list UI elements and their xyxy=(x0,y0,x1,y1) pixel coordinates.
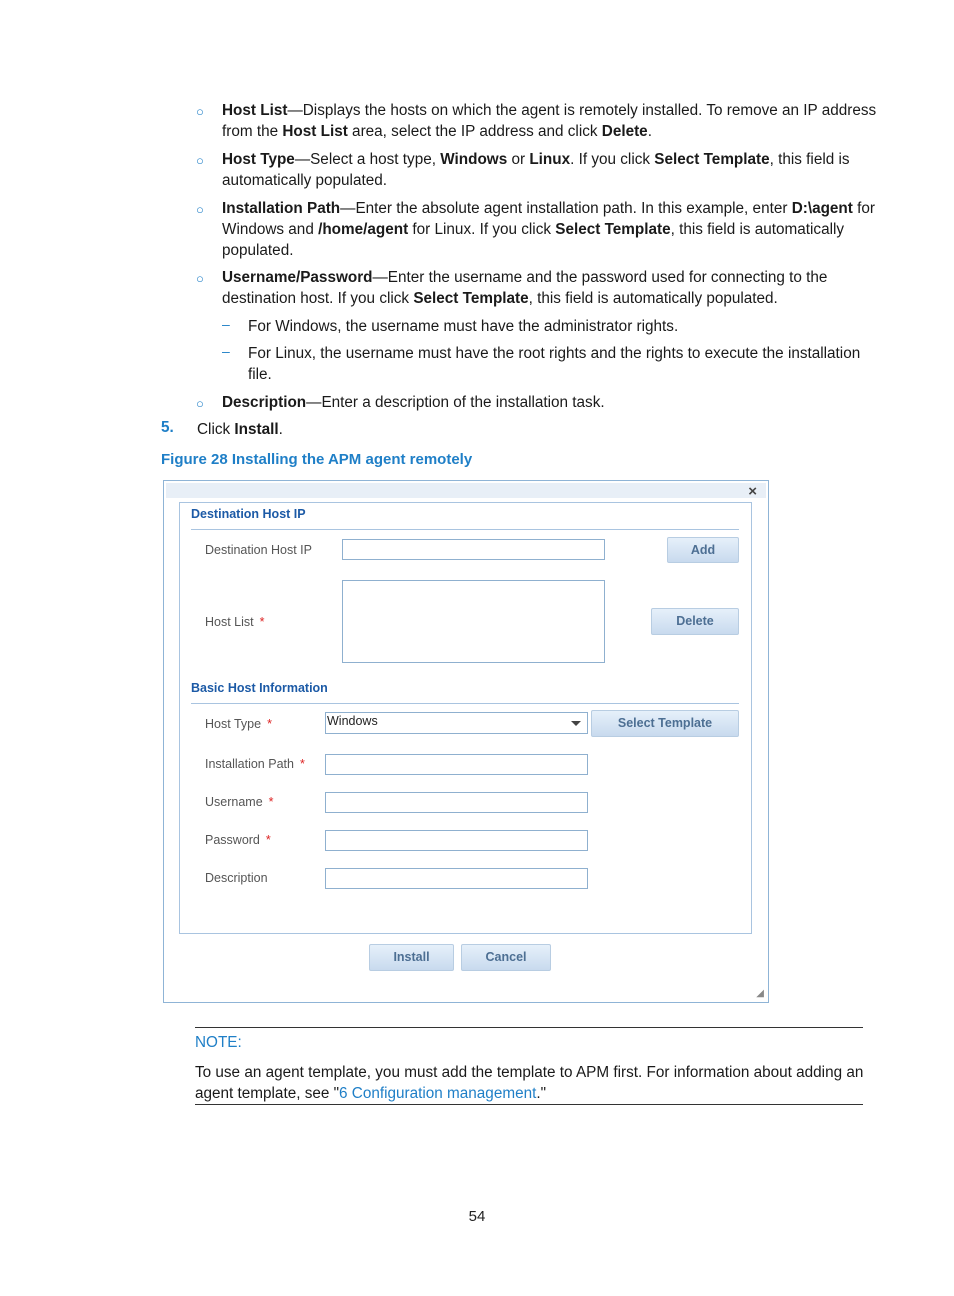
section-title-basic: Basic Host Information xyxy=(191,681,328,695)
description-input[interactable] xyxy=(325,868,588,889)
host-type-label: Host Type * xyxy=(205,717,272,731)
section-divider xyxy=(191,703,739,704)
installation-path-input[interactable] xyxy=(325,754,588,775)
install-agent-dialog xyxy=(163,480,769,1003)
bullet-host-list: Host List—Displays the hosts on which the agent is remotely installed. To remove an IP address from the Host List area, select the IP address and click Delete. xyxy=(222,102,877,140)
configuration-management-link[interactable]: 6 Configuration management xyxy=(339,1085,537,1102)
password-label: Password * xyxy=(205,833,271,847)
step-number: 5. xyxy=(161,419,174,436)
host-list-label: Host List * xyxy=(205,615,265,629)
sub-bullet-windows: For Windows, the username must have the administrator rights. xyxy=(248,318,679,335)
bullet-circle-icon: ○ xyxy=(196,271,204,286)
bullet-host-type: Host Type—Select a host type, Windows or Linux. If you click Select Template, this field is automatically populated. xyxy=(222,151,850,189)
step-text: Click Install. xyxy=(197,421,283,438)
resize-handle-icon[interactable]: ◢ xyxy=(756,988,764,999)
section-divider xyxy=(191,529,739,530)
bullet-installation-path: Installation Path—Enter the absolute agent installation path. In this example, enter D:\agent for Windows and /home/agent for Linux. If you click Select Template, this field is automatically populated. xyxy=(222,200,875,259)
sub-bullet-linux: For Linux, the username must have the root rights and the rights to execute the installation file. xyxy=(248,345,861,383)
bullet-description: Description—Enter a description of the installation task. xyxy=(222,394,605,411)
note-bottom-rule xyxy=(195,1104,863,1105)
close-icon[interactable]: × xyxy=(748,483,757,500)
add-button[interactable]: Add xyxy=(667,537,739,563)
destination-host-ip-input[interactable] xyxy=(342,539,605,560)
form-panel xyxy=(179,502,752,934)
figure-caption: Figure 28 Installing the APM agent remotely xyxy=(161,451,473,468)
page-number: 54 xyxy=(468,1208,486,1225)
host-list-box[interactable] xyxy=(342,580,605,663)
username-label: Username * xyxy=(205,795,274,809)
bullet-circle-icon: ○ xyxy=(196,104,204,119)
delete-button[interactable]: Delete xyxy=(651,608,739,635)
note-top-rule xyxy=(195,1027,863,1028)
password-input[interactable] xyxy=(325,830,588,851)
bullet-circle-icon: ○ xyxy=(196,153,204,168)
section-title-destination: Destination Host IP xyxy=(191,507,306,521)
host-type-select[interactable] xyxy=(325,712,588,734)
bullet-circle-icon: ○ xyxy=(196,202,204,217)
bullet-circle-icon: ○ xyxy=(196,396,204,411)
bullet-dash-icon: – xyxy=(222,316,230,332)
install-button[interactable]: Install xyxy=(369,944,454,971)
note-title: NOTE: xyxy=(195,1034,242,1051)
bullet-username-password: Username/Password—Enter the username and the password used for connecting to the destination host. If you click Select Template, this field is automatically populated. xyxy=(222,269,828,307)
username-input[interactable] xyxy=(325,792,588,813)
installation-path-label: Installation Path * xyxy=(205,757,305,771)
note-text: To use an agent template, you must add the template to APM first. For information about adding an agent template, see "6 Configuration management." xyxy=(195,1064,864,1102)
chevron-down-icon xyxy=(571,721,581,726)
cancel-button[interactable]: Cancel xyxy=(461,944,551,971)
description-label: Description xyxy=(205,871,268,885)
bullet-dash-icon: – xyxy=(222,343,230,359)
host-type-value: Windows xyxy=(327,714,378,728)
select-template-button[interactable]: Select Template xyxy=(591,710,739,737)
destination-host-ip-label: Destination Host IP xyxy=(205,543,312,557)
dialog-title-bar xyxy=(166,483,766,498)
